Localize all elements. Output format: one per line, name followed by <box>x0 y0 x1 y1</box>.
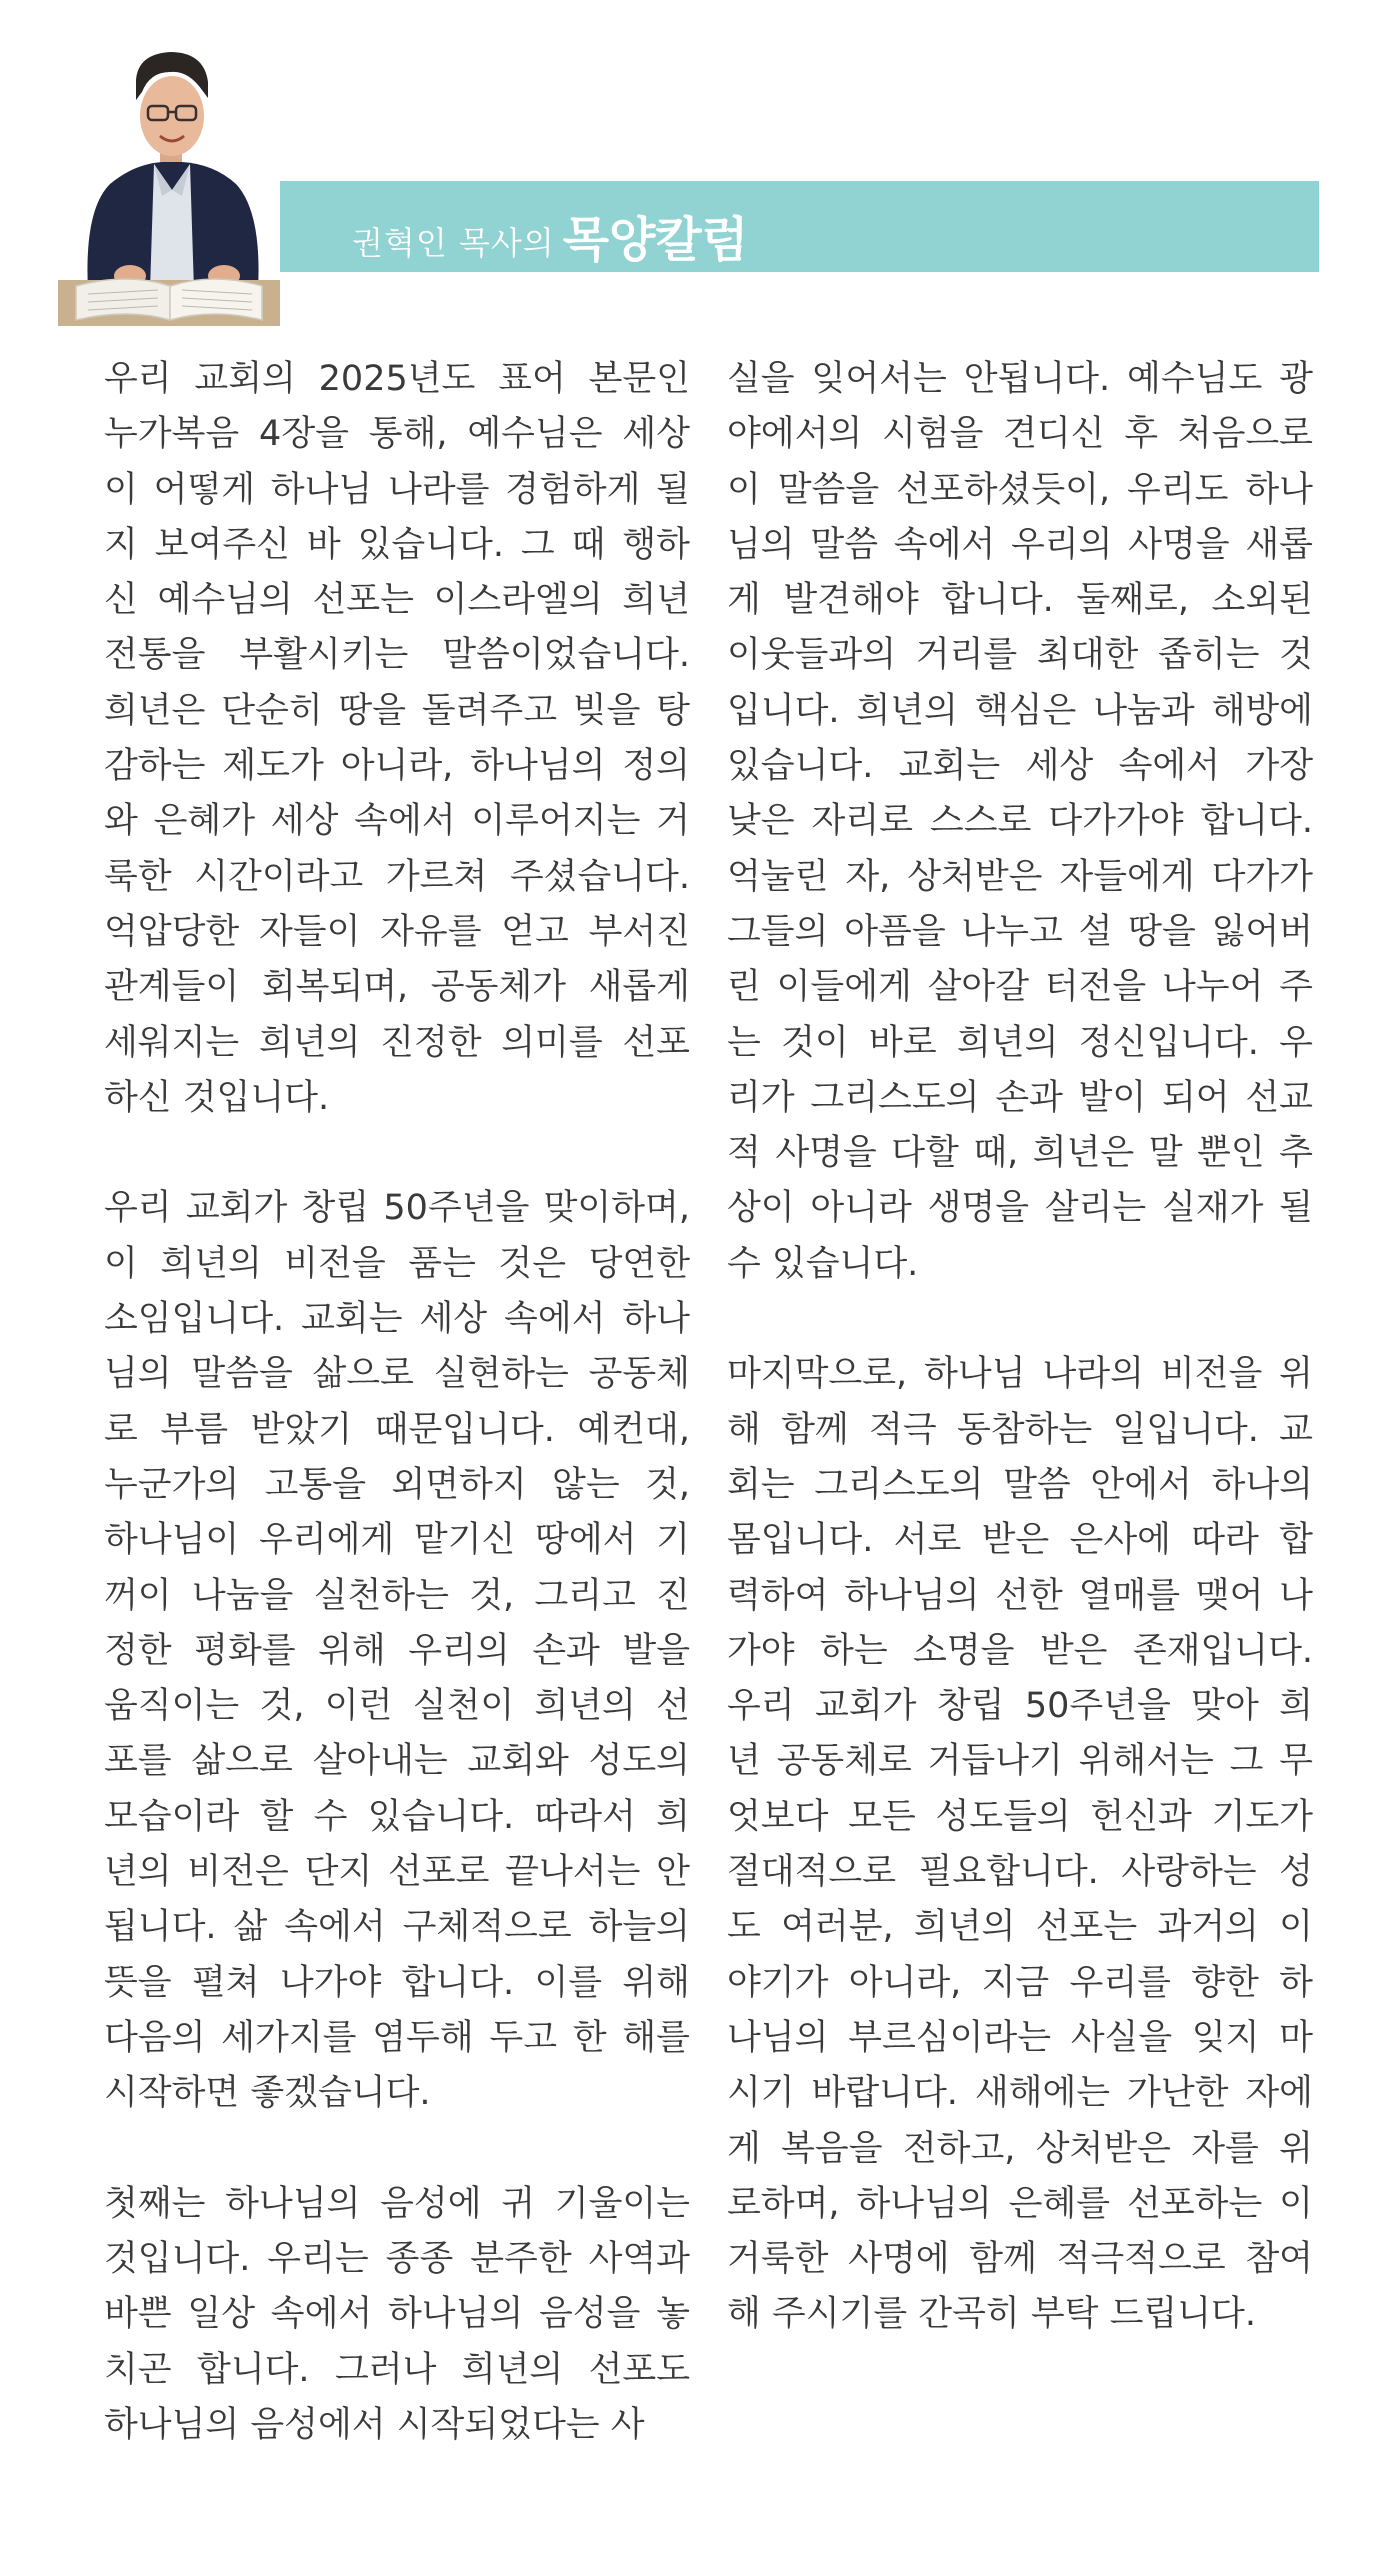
text-line: 로 부름 받았기 때문입니다. 예컨대, <box>104 1409 690 1450</box>
text-line: 우리 교회가 창립 50주년을 맞아 희 <box>727 1686 1313 1727</box>
banner-author: 권혁인 목사의 <box>352 224 555 262</box>
text-line: 시기 바랍니다. 새해에는 가난한 자에 <box>727 2073 1313 2114</box>
text-line: 신 예수님의 선포는 이스라엘의 희년 <box>104 580 690 621</box>
text-line: 해 주시기를 간곡히 부탁 드립니다. <box>727 2294 1256 2335</box>
text-line: 누군가의 고통을 외면하지 않는 것, <box>104 1464 690 1505</box>
text-line: 는 것이 바로 희년의 정신입니다. 우 <box>727 1022 1313 1063</box>
text-line: 관계들이 회복되며, 공동체가 새롭게 <box>104 967 690 1008</box>
text-line: 다음의 세가지를 염두해 두고 한 해를 <box>104 2017 690 2058</box>
article-column-right <box>727 352 1313 2343</box>
banner-title <box>352 199 748 268</box>
text-line: 게 발견해야 합니다. 둘째로, 소외된 <box>727 580 1313 621</box>
text-line: 룩한 시간이라고 가르쳐 주셨습니다. <box>104 856 690 897</box>
text-line: 이 어떻게 하나님 나라를 경험하게 될 <box>104 469 690 510</box>
text-line: 야기가 아니라, 지금 우리를 향한 하 <box>727 1962 1313 2003</box>
text-line: 억압당한 자들이 자유를 얻고 부서진 <box>104 911 690 952</box>
text-line: 치곤 합니다. 그러나 희년의 선포도 <box>104 2349 690 2390</box>
text-line: 나님의 부르심이라는 사실을 잊지 마 <box>727 2017 1313 2058</box>
column-banner <box>256 181 1319 272</box>
text-line: 리가 그리스도의 손과 발이 되어 선교 <box>727 1077 1313 1118</box>
text-line: 야에서의 시험을 견디신 후 처음으로 <box>727 414 1313 455</box>
text-line: 실을 잊어서는 안됩니다. 예수님도 광 <box>727 359 1313 399</box>
text-line: 엇보다 모든 성도들의 헌신과 기도가 <box>727 1796 1313 1837</box>
text-line: 해 함께 적극 동참하는 일입니다. 교 <box>727 1409 1313 1450</box>
text-line: 마지막으로, 하나님 나라의 비전을 위 <box>727 1354 1313 1395</box>
text-line: 도 여러분, 희년의 선포는 과거의 이 <box>727 1907 1313 1948</box>
text-line: 그들의 아픔을 나누고 설 땅을 잃어버 <box>727 911 1313 952</box>
text-line: 감하는 제도가 아니라, 하나님의 정의 <box>104 746 690 787</box>
text-line: 와 은혜가 세상 속에서 이루어지는 거 <box>104 801 690 842</box>
text-line: 년 공동체로 거듭나기 위해서는 그 무 <box>727 1741 1313 1782</box>
text-line: 바쁜 일상 속에서 하나님의 음성을 놓 <box>104 2294 690 2335</box>
text-line: 년의 비전은 단지 선포로 끝나서는 안 <box>104 1852 690 1893</box>
text-line: 가야 하는 소명을 받은 존재입니다. <box>727 1630 1313 1671</box>
text-line: 로하며, 하나님의 은혜를 선포하는 이 <box>727 2183 1313 2224</box>
text-line: 절대적으로 필요합니다. 사랑하는 성 <box>727 1852 1313 1893</box>
banner-column-name: 목양칼럼 <box>562 212 749 268</box>
text-line: 하나님의 음성에서 시작되었다는 사 <box>104 2404 645 2445</box>
text-line: 하신 것입니다. <box>104 1077 330 1118</box>
text-line: 세워지는 희년의 진정한 의미를 선포 <box>104 1022 690 1063</box>
article-column-left <box>104 352 690 2453</box>
text-line: 전통을 부활시키는 말씀이었습니다. <box>104 635 690 676</box>
text-line: 모습이라 할 수 있습니다. 따라서 희 <box>104 1796 690 1837</box>
text-line: 하나님이 우리에게 맡기신 땅에서 기 <box>104 1520 690 1561</box>
text-line: 이 말씀을 선포하셨듯이, 우리도 하나 <box>727 469 1313 510</box>
text-line: 첫째는 하나님의 음성에 귀 기울이는 <box>104 2183 690 2224</box>
text-line: 정한 평화를 위해 우리의 손과 발을 <box>104 1630 690 1671</box>
text-line: 것입니다. 우리는 종종 분주한 사역과 <box>104 2239 690 2280</box>
text-line: 우리 교회의 2025년도 표어 본문인 <box>104 359 690 399</box>
text-line: 꺼이 나눔을 실천하는 것, 그리고 진 <box>104 1575 690 1616</box>
article-paragraph <box>104 1181 690 2121</box>
text-line: 소임입니다. 교회는 세상 속에서 하나 <box>104 1299 690 1340</box>
text-line: 상이 아니라 생명을 살리는 실재가 될 <box>727 1188 1313 1229</box>
article-paragraph <box>104 2177 690 2453</box>
text-line: 뜻을 펼쳐 나가야 합니다. 이를 위해 <box>104 1962 690 2003</box>
text-line: 움직이는 것, 이런 실천이 희년의 선 <box>104 1686 690 1727</box>
text-line: 있습니다. 교회는 세상 속에서 가장 <box>727 746 1313 787</box>
text-line: 됩니다. 삶 속에서 구체적으로 하늘의 <box>104 1907 690 1948</box>
article-paragraph <box>727 1347 1313 2342</box>
text-line: 지 보여주신 바 있습니다. 그 때 행하 <box>104 524 690 565</box>
text-line: 회는 그리스도의 말씀 안에서 하나의 <box>727 1464 1313 1505</box>
text-line: 우리 교회가 창립 50주년을 맞이하며, <box>104 1188 690 1229</box>
text-line: 린 이들에게 살아갈 터전을 나누어 주 <box>727 967 1313 1008</box>
text-line: 몸입니다. 서로 받은 은사에 따라 합 <box>727 1520 1313 1561</box>
text-line: 력하여 하나님의 선한 열매를 맺어 나 <box>727 1575 1313 1616</box>
text-line: 거룩한 사명에 함께 적극적으로 참여 <box>727 2239 1313 2280</box>
article-paragraph <box>727 352 1313 1292</box>
text-line: 입니다. 희년의 핵심은 나눔과 해방에 <box>727 690 1313 731</box>
pastor-portrait <box>58 40 280 326</box>
text-line: 수 있습니다. <box>727 1243 919 1284</box>
text-line: 님의 말씀을 삶으로 실현하는 공동체 <box>104 1354 690 1395</box>
text-line: 님의 말씀 속에서 우리의 사명을 새롭 <box>727 524 1313 565</box>
text-line: 시작하면 좋겠습니다. <box>104 2073 431 2114</box>
text-line: 게 복음을 전하고, 상처받은 자를 위 <box>727 2128 1313 2169</box>
text-line: 억눌린 자, 상처받은 자들에게 다가가 <box>727 856 1313 897</box>
text-line: 적 사명을 다할 때, 희년은 말 뿐인 추 <box>727 1133 1313 1174</box>
text-line: 낮은 자리로 스스로 다가가야 합니다. <box>727 801 1313 842</box>
text-line: 포를 삶으로 살아내는 교회와 성도의 <box>104 1741 690 1782</box>
text-line: 누가복음 4장을 통해, 예수님은 세상 <box>104 414 690 455</box>
text-line: 희년은 단순히 땅을 돌려주고 빚을 탕 <box>104 690 690 731</box>
text-line: 이 희년의 비전을 품는 것은 당연한 <box>104 1243 690 1284</box>
text-line: 이웃들과의 거리를 최대한 좁히는 것 <box>727 635 1313 676</box>
article-paragraph <box>104 352 690 1126</box>
